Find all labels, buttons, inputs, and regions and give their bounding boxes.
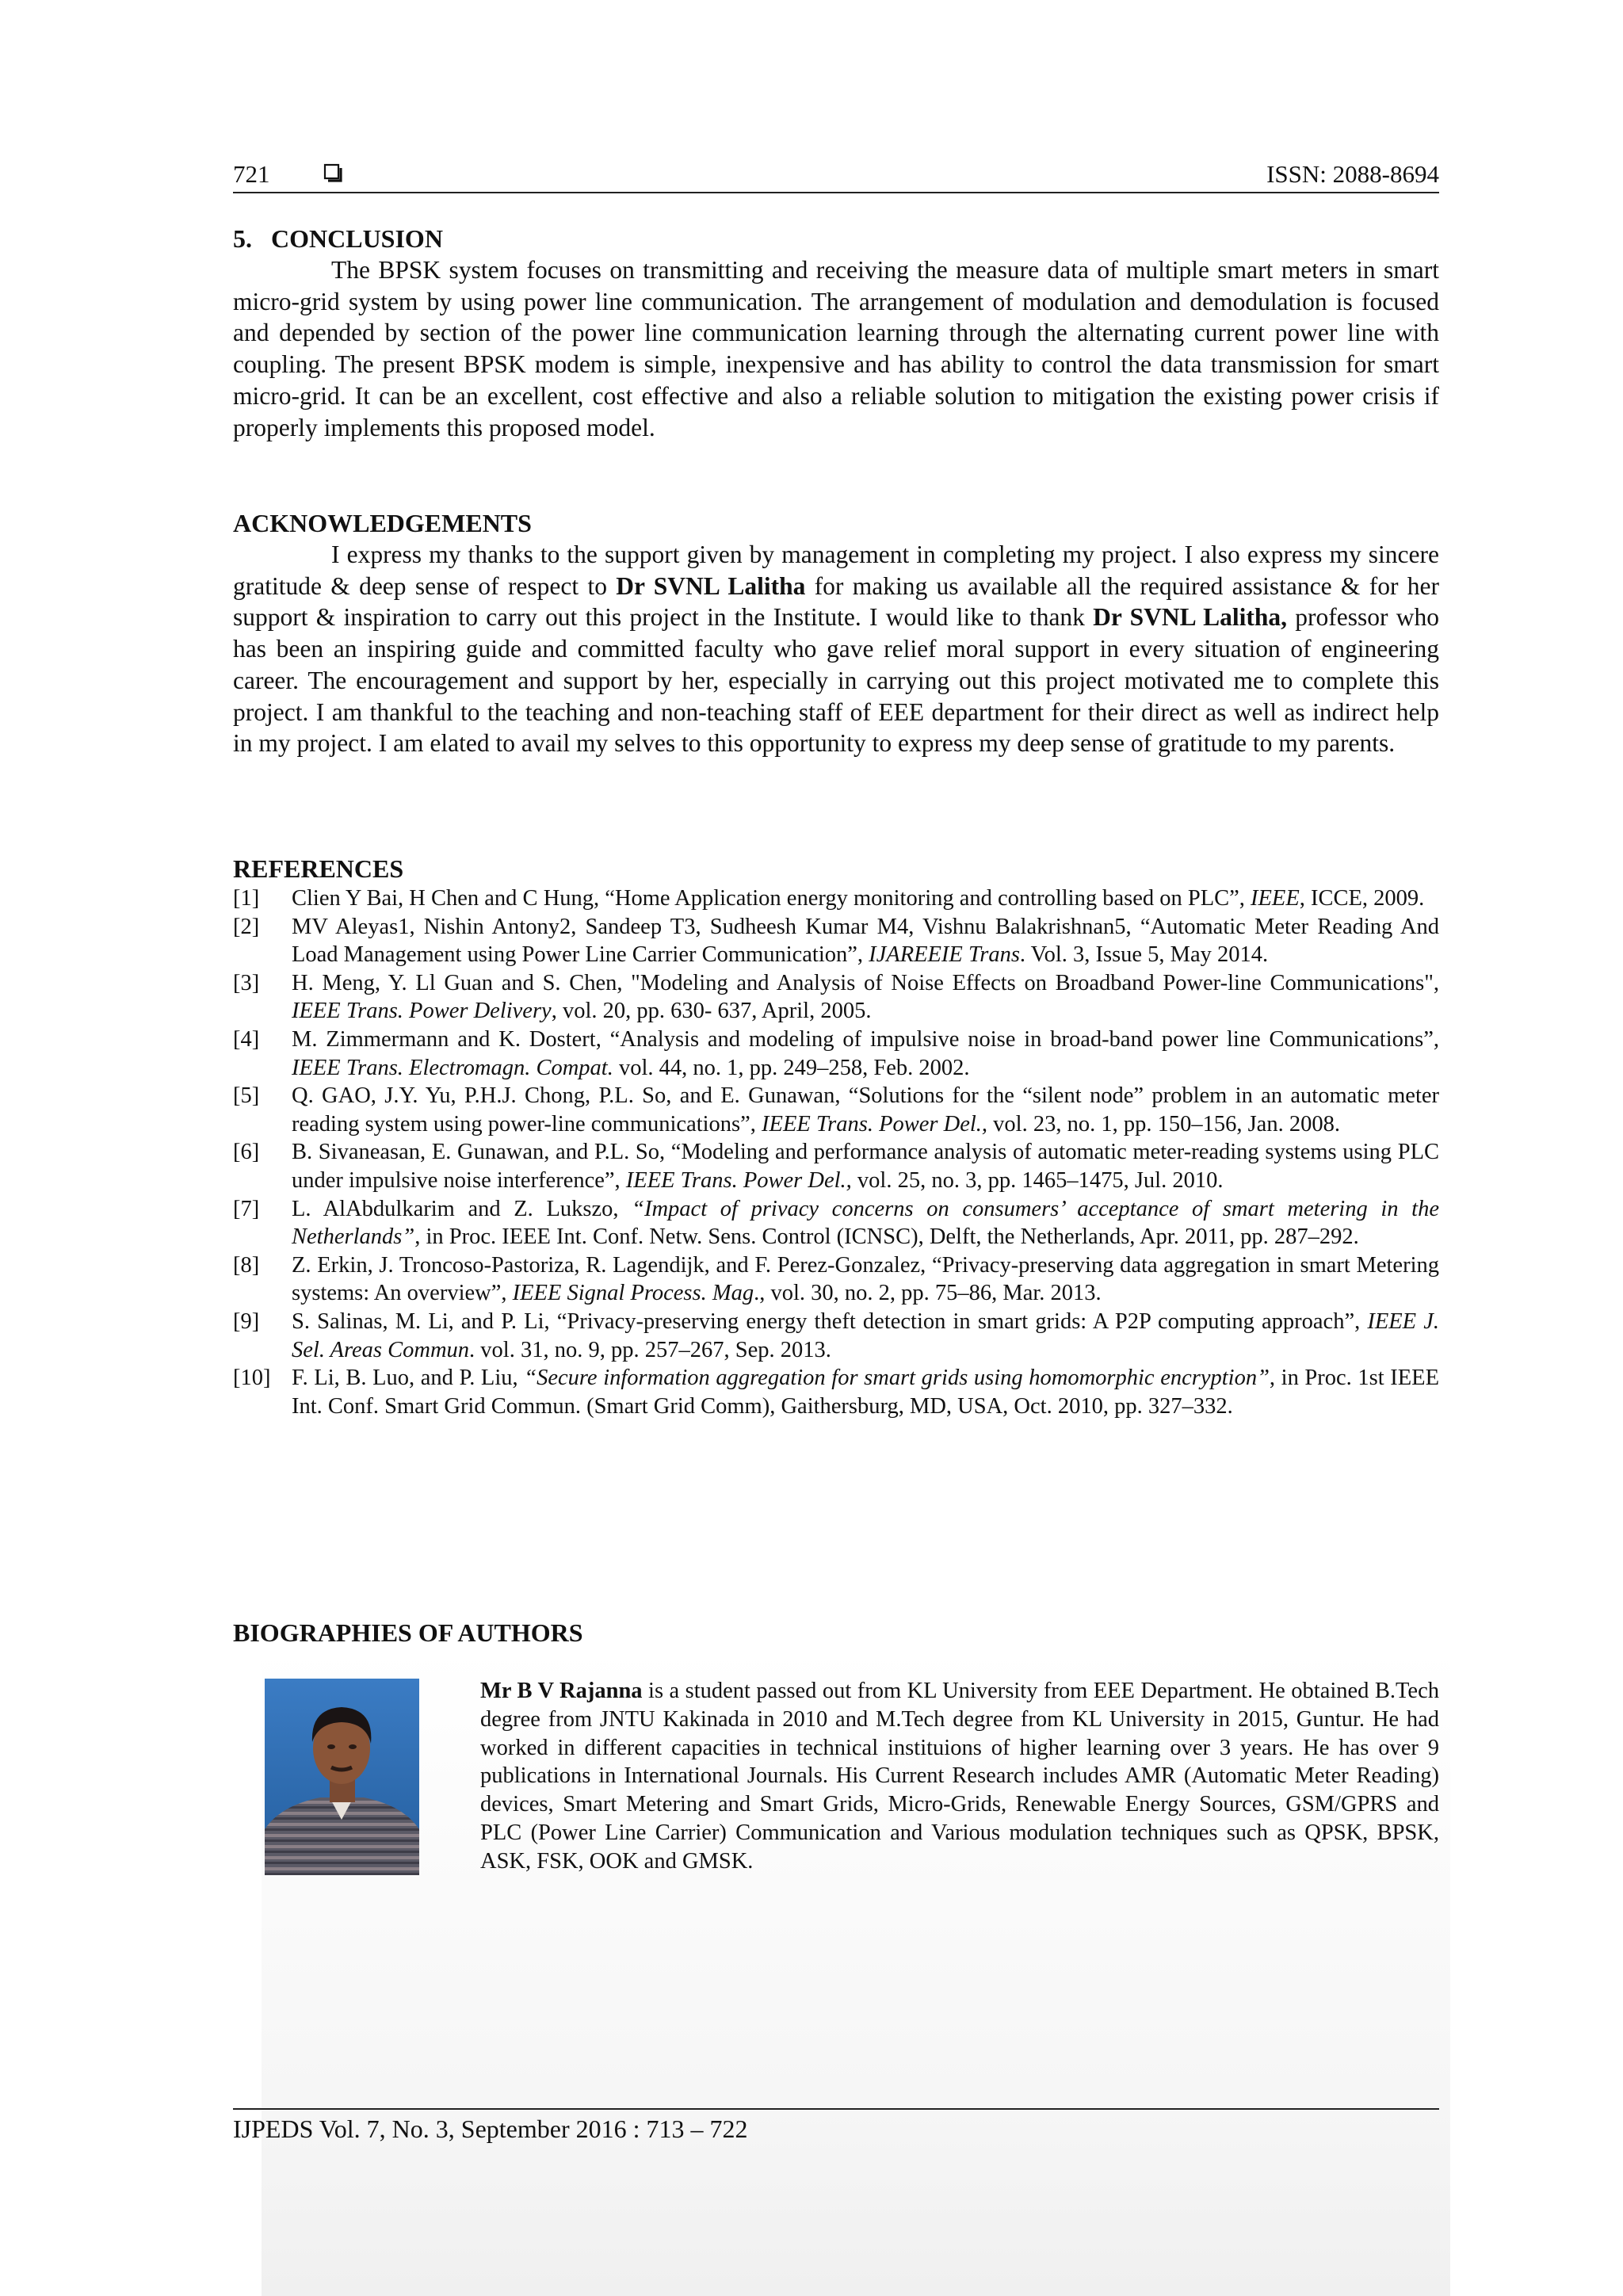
reference-details: vol. 25, no. 3, pp. 1465–1475, Jul. 2010.: [851, 1167, 1224, 1193]
acknowledgements-title: ACKNOWLEDGEMENTS: [233, 509, 532, 537]
author-bio-text: is a student passed out from KL University from EEE Department. He obtained B.Tech degree from JNTU Kakinada in 2010 and M.Tech degree from KL University in 2015, Guntur. He had worked in different capacities in technical instituions of higher learning over 3 years. He has over 9 publications in International Journals. His Current Research includes AMR (Automatic Meter Reading) devices, Smart Metering and Smart Grids, Micro-Grids, Renewable Energy Sources, GSM/GPRS and PLC (Power Line Carrier) Communication and Various modulation techniques such as QPSK, BPSK, ASK, FSK, OOK and GMSK.: [480, 1679, 1439, 1874]
reference-source: “Secure information aggregation for smart grids using homomorphic encryption”: [524, 1366, 1270, 1391]
ack-name2: Dr SVNL Lalitha,: [1093, 603, 1288, 632]
reference-item: [233, 1026, 1439, 1082]
ack-part3: professor who has been an inspiring guide and committed faculty who gave relief moral support in every situation of engineering career. The encouragement and support by her, especially in carrying out this project motivated me to complete this project. I am thankful to the teaching and non-teaching staff of EEE department for their direct as well as indirect help in my project. I am elated to avail my selves to this opportunity to express my deep sense of gratitude to my parents.: [233, 603, 1439, 758]
reference-details: vol. 44, no. 1, pp. 249–258, Feb. 2002.: [613, 1055, 970, 1080]
reference-number: [5]: [233, 1083, 260, 1109]
footer-citation: IJPEDS Vol. 7, No. 3, September 2016 : 713 – 722: [233, 2115, 748, 2143]
acknowledgements-text: [233, 539, 1439, 759]
reference-list: [233, 884, 1439, 1420]
reference-item: [233, 1082, 1439, 1138]
reference-number: [6]: [233, 1140, 260, 1165]
reference-item: [233, 1364, 1439, 1420]
reference-item: [233, 969, 1439, 1026]
reference-item: [233, 1251, 1439, 1308]
reference-details: , ICCE, 2009.: [1299, 886, 1425, 911]
reference-text: M. Zimmermann and K. Dostert, “Analysis and modeling of impulsive noise in broad-band power line Communications”,: [292, 1026, 1439, 1052]
reference-text: Q. GAO, J.Y. Yu, P.H.J. Chong, P.L. So, and E. Gunawan, “Solutions for the “silent node” problem in an automatic meter reading system using power-line communications”,: [292, 1083, 1439, 1137]
reference-text: Clien Y Bai, H Chen and C Hung, “Home Application energy monitoring and controlling based on PLC”,: [292, 886, 1251, 911]
author-name: Mr B V Rajanna: [480, 1679, 643, 1703]
page-footer: [233, 2108, 1439, 2144]
reference-source: “Impact of privacy concerns on consumers’ acceptance of smart metering in the Netherlands”: [292, 1196, 1439, 1250]
reference-item: [233, 1138, 1439, 1194]
conclusion-section: [233, 223, 1439, 443]
reference-number: [3]: [233, 970, 260, 995]
reference-details: vol. 23, no. 1, pp. 150–156, Jan. 2008.: [987, 1111, 1340, 1137]
reference-number: [8]: [233, 1252, 260, 1278]
reference-text: B. Sivaneasan, E. Gunawan, and P.L. So, “Modeling and performance analysis of automatic meter-reading systems using PLC under impulsive noise interference”,: [292, 1140, 1439, 1193]
issn-label: ISSN: 2088-8694: [1266, 160, 1439, 188]
reference-source: IEEE Trans. Electromagn. Compat.: [292, 1055, 613, 1080]
reference-text: F. Li, B. Luo, and P. Liu,: [292, 1366, 525, 1391]
reference-source: IEEE Trans. Power Del.,: [762, 1111, 988, 1137]
biographies-section: [233, 1617, 1439, 1648]
reference-number: [1]: [233, 886, 260, 911]
reference-source: IJAREEIE Trans: [869, 942, 1020, 968]
reference-number: [7]: [233, 1196, 260, 1221]
reference-details: , in Proc. 1st IEEE Int. Conf. Smart Grid Commun. (Smart Grid Comm), Gaithersburg, MD, USA, Oct. 2010, pp. 327–332.: [292, 1366, 1439, 1419]
reference-text: L. AlAbdulkarim and Z. Lukszo,: [292, 1196, 632, 1221]
author-photo: [265, 1679, 419, 1875]
reference-details: , in Proc. IEEE Int. Conf. Netw. Sens. Control (ICNSC), Delft, the Netherlands, Apr. 2011, pp. 287–292.: [414, 1224, 1359, 1250]
reference-source: IEEE J. Sel. Areas Commun: [292, 1308, 1439, 1362]
reference-source: IEEE: [1251, 886, 1300, 911]
ack-name1: Dr SVNL Lalitha: [616, 571, 806, 600]
reference-text: S. Salinas, M. Li, and P. Li, “Privacy-preserving energy theft detection in smart grids: A P2P computing approach”,: [292, 1308, 1368, 1334]
conclusion-text: The BPSK system focuses on transmitting and receiving the measure data of multiple smart meters in smart micro-grid system by using power line communication. The arrangement of modulation and demodulation is focused and depended by section of the power line communication learning through the alternating current power line with coupling. The present BPSK modem is simple, inexpensive and has ability to control the data transmission for smart micro-grid. It can be an excellent, cost effective and also a reliable solution to mitigation the existing power crisis if properly implements this proposed model.: [233, 256, 1439, 441]
reference-number: [9]: [233, 1308, 260, 1334]
page-number: 721: [233, 160, 270, 188]
reference-text: Z. Erkin, J. Troncoso-Pastoriza, R. Lagendijk, and F. Perez-Gonzalez, “Privacy-preserving data aggregation in smart Metering systems: An overview”,: [292, 1252, 1439, 1306]
references-title: REFERENCES: [233, 854, 404, 883]
page-header: [233, 155, 1439, 193]
ack-part2: for making us available all the required assistance & for her support & inspiration to carry out this project in the Institute. I would like to thank: [233, 571, 1439, 632]
reference-details: . vol. 31, no. 9, pp. 257–267, Sep. 2013.: [469, 1337, 831, 1362]
reference-item: [233, 1308, 1439, 1364]
reference-details: . Vol. 3, Issue 5, May 2014.: [1019, 942, 1269, 968]
reference-source: IEEE Signal Process. Mag: [512, 1281, 754, 1306]
reference-item: [233, 913, 1439, 969]
conclusion-title: 5. CONCLUSION: [233, 224, 443, 253]
author-biography: [480, 1677, 1439, 1876]
reference-source: IEEE Trans. Power Delivery: [292, 999, 552, 1024]
ack-part1: I express my thanks to the support given by management in completing my project. I also express my sincere gratitude & deep sense of respect to: [233, 541, 1439, 600]
biographies-title: BIOGRAPHIES OF AUTHORS: [233, 1618, 583, 1647]
reference-details: ., vol. 30, no. 2, pp. 75–86, Mar. 2013.: [754, 1281, 1102, 1306]
reference-number: [4]: [233, 1026, 260, 1052]
reference-text: H. Meng, Y. Ll Guan and S. Chen, "Modeling and Analysis of Noise Effects on Broadband Power-line Communications",: [292, 970, 1439, 995]
reference-text: MV Aleyas1, Nishin Antony2, Sandeep T3, Sudheesh Kumar M4, Vishnu Balakrishnan5, “Automatic Meter Reading And Load Management using Power Line Carrier Communication”,: [292, 914, 1439, 968]
reference-source: IEEE Trans. Power Del.,: [625, 1167, 852, 1193]
reference-details: , vol. 20, pp. 630- 637, April, 2005.: [551, 999, 872, 1024]
reference-item: [233, 884, 1439, 913]
reference-number: [2]: [233, 914, 260, 939]
references-section: [233, 853, 1439, 1420]
acknowledgements-section: [233, 507, 1439, 759]
reference-number: [10]: [233, 1366, 271, 1391]
reference-item: [233, 1195, 1439, 1251]
checkbox-square-icon: [323, 163, 342, 182]
